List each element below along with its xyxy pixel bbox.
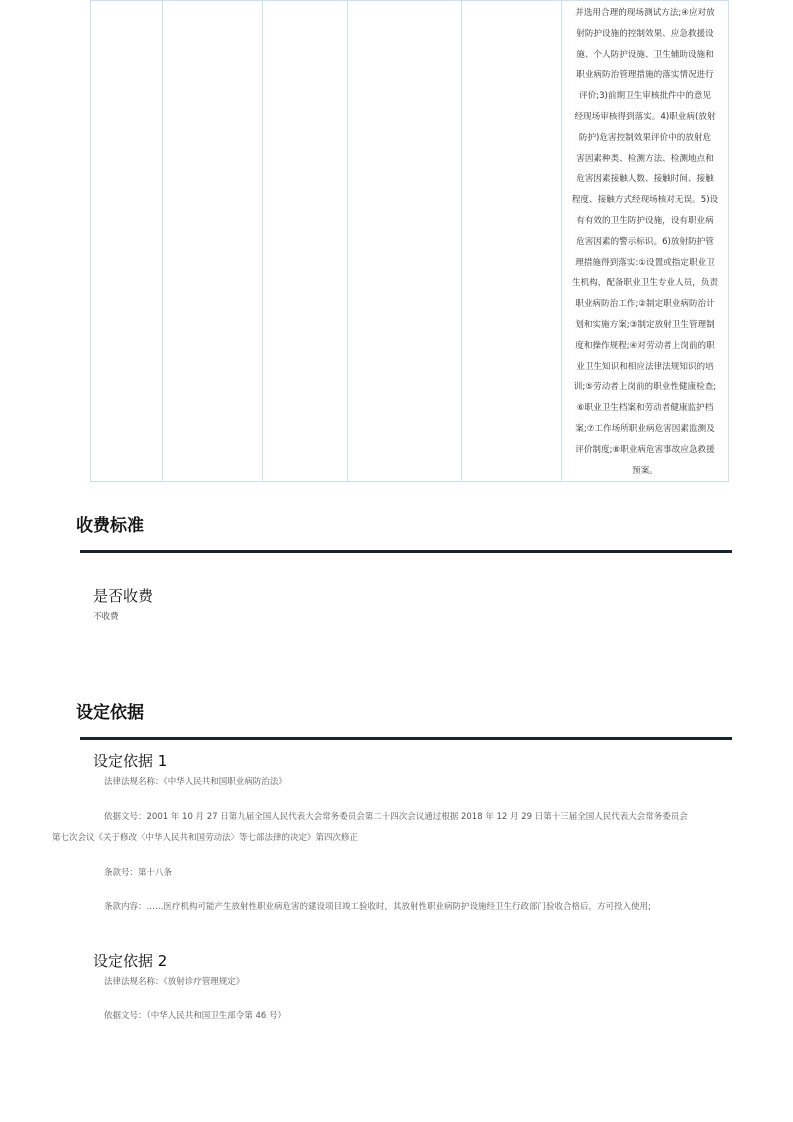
cell-text-line: 生机构，配备职业卫生专业人员，负责 xyxy=(571,278,719,289)
document-number-continued: 第七次会议《关于修改〈中华人民共和国劳动法〉等七部法律的决定》第四次修正 xyxy=(52,833,359,843)
cell-text-line: 并选用合理的现场测试方法;④应对放 xyxy=(575,8,715,18)
cell-text-line: 案;⑦工作场所职业病危害因素监测及 xyxy=(575,423,715,434)
cell-text-line: 职业病防治管理措施的落实情况进行 xyxy=(576,70,714,81)
document-number: 依据文号：（中华人民共和国卫生部令第 46 号） xyxy=(104,1011,286,1021)
cell-text-line: 危害因素接触人数、接触时间、接触 xyxy=(576,174,714,185)
basis-heading: 设定依据 1 xyxy=(93,752,168,770)
cell-text-line: 职业病防治工作;②制定职业病防治计 xyxy=(575,299,715,310)
cell-text-line: 评价;3)前期卫生审核批件中的意见 xyxy=(578,91,712,102)
table-cell xyxy=(348,1,462,482)
fee-answer: 不收费 xyxy=(93,612,119,622)
cell-text-line: ⑥职业卫生档案和劳动者健康监护档 xyxy=(576,403,714,414)
fee-section-title: 收费标准 xyxy=(76,516,144,536)
table-cell xyxy=(462,1,562,482)
table-row xyxy=(91,1,729,482)
cell-text-line: 理措施得到落实:①设置或指定职业卫 xyxy=(575,257,715,268)
cell-text-line: 射防护设施的控制效果、应急救援设 xyxy=(576,28,714,39)
cell-text-line: 评价制度;⑧职业病危害事故应急救援 xyxy=(575,444,715,455)
law-name: 法律法规名称：《中华人民共和国职业病防治法》 xyxy=(104,777,287,787)
cell-text-line: 划和实施方案;③制定放射卫生管理制 xyxy=(575,319,715,330)
cell-text-line: 预案。 xyxy=(632,465,658,476)
basis-section-title: 设定依据 xyxy=(76,703,144,723)
law-name: 法律法规名称：《放射诊疗管理规定》 xyxy=(104,977,245,987)
cell-text-line: 程度、接触方式经现场核对无误。5)设 xyxy=(571,195,719,206)
cell-text-line: 度和操作规程;④对劳动者上岗前的职 xyxy=(575,340,715,351)
cell-text-line: 害因素种类、检测方法、检测地点和 xyxy=(576,153,714,164)
requirements-table xyxy=(90,0,729,482)
fee-question: 是否收费 xyxy=(93,587,154,605)
cell-text-line: 训;⑤劳动者上岗前的职业性健康检查; xyxy=(573,382,717,393)
cell-text-line: 经现场审核得到落实。4)职业病(放射 xyxy=(574,111,716,122)
article-content: 条款内容：……医疗机构可能产生放射性职业病危害的建设项目竣工验收时，其放射性职业病防护设施经卫生行政部门验收合格后，方可投入使用; xyxy=(104,902,651,912)
requirements-table-wrap xyxy=(90,0,719,480)
table-cell xyxy=(263,1,348,482)
section-divider xyxy=(80,737,732,740)
section-divider xyxy=(80,550,732,553)
cell-text-line: 防护)危害控制效果评价中的放射危 xyxy=(578,132,712,143)
cell-text-line: 有有效的卫生防护设施，设有职业病 xyxy=(576,215,714,226)
document-number: 依据文号：2001 年 10 月 27 日第九届全国人民代表大会常务委员会第二十四次会议通过根据 2018 年 12 月 29 日第十三届全国人民代表大会常务委员会 xyxy=(104,812,688,822)
table-cell xyxy=(163,1,263,482)
cell-text-line: 施、个人防护设施、卫生辅助设施和 xyxy=(576,49,714,60)
cell-text-line: 业卫生知识和相应法律法规知识的培 xyxy=(576,361,714,372)
acceptance-standard-cell xyxy=(562,1,729,482)
table-cell xyxy=(91,1,163,482)
basis-heading: 设定依据 2 xyxy=(93,952,168,970)
article-number: 条款号：第十八条 xyxy=(104,868,173,878)
cell-text-line: 危害因素的警示标识。6)放射防护管 xyxy=(576,236,714,247)
